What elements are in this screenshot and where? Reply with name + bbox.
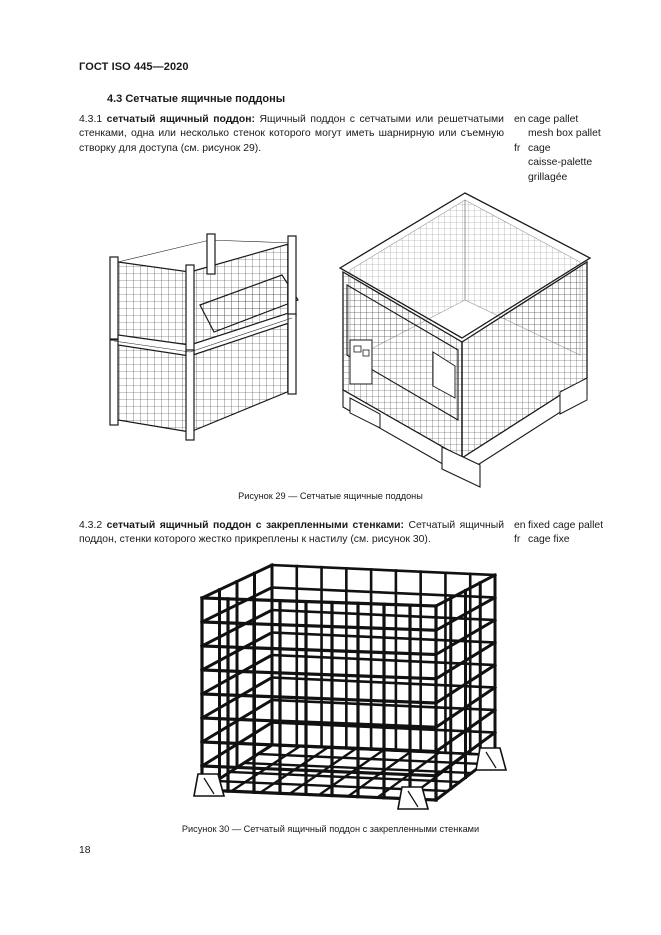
lang-en-label: en xyxy=(514,114,526,125)
lang-fr-label: fr xyxy=(514,142,521,154)
fr-term: caisse-palette xyxy=(528,157,593,169)
entry-4-3-1 xyxy=(79,113,504,156)
fr-term: grillagée xyxy=(528,171,568,183)
entry-4-3-2-equivalents xyxy=(514,519,603,548)
document-header: ГОСТ ISO 445—2020 xyxy=(79,61,189,73)
fr-term: cage xyxy=(528,142,551,154)
figure-30-caption: Рисунок 30 — Сетчатый ящичный поддон с закрепленными стенками xyxy=(181,824,480,834)
section-title: 4.3 Сетчатые ящичные поддоны xyxy=(107,93,286,105)
page-number: 18 xyxy=(79,845,91,856)
stacked-cage-pallets-drawing xyxy=(110,234,298,440)
mesh-box-pallet-drawing xyxy=(340,193,590,487)
en-term: fixed cage pallet xyxy=(528,520,604,531)
fr-term: cage fixe xyxy=(528,534,570,546)
lang-en-label: en xyxy=(514,520,526,531)
entry-4-3-1-equivalents xyxy=(514,113,601,185)
lang-fr-label: fr xyxy=(514,534,521,546)
figure-29-caption: Рисунок 29 — Сетчатые ящичные поддоны xyxy=(238,491,423,501)
entry-definition: Ящичный поддон с сетчатыми или решетчатыми стенками, одна или несколько стенок которого могут иметь шарнирную или съемную створку для доступа (см. рисунок 29). xyxy=(79,114,504,154)
entry-term: сетчатый ящичный поддон: xyxy=(106,114,255,125)
en-term: cage pallet xyxy=(528,114,579,125)
entry-number: 4.3.2 xyxy=(79,520,103,531)
entry-definition: Сетчатый ящичный поддон, стенки которого жестко прикреплены к настилу (см. рисунок 30). xyxy=(79,520,505,546)
entry-4-3-2 xyxy=(79,519,504,548)
entry-number: 4.3.1 xyxy=(79,114,103,125)
entry-term: сетчатый ящичный поддон с закрепленными стенками: xyxy=(106,520,404,531)
en-term: mesh box pallet xyxy=(528,128,601,140)
